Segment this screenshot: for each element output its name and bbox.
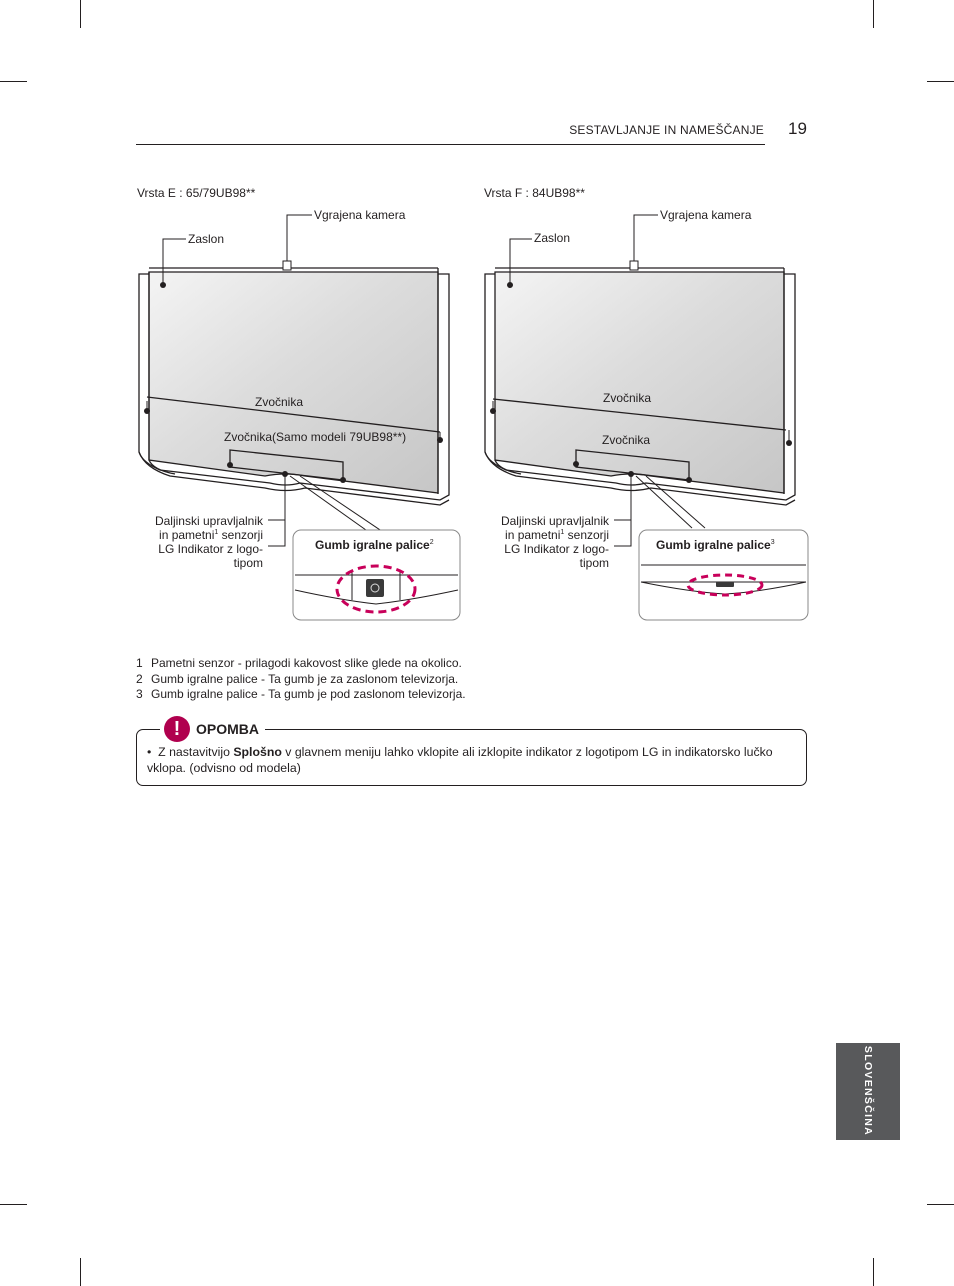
joystick-label: Gumb igralne palice$^3$ <box>656 538 775 552</box>
note-title: OPOMBA <box>196 721 259 737</box>
section-title: SESTAVLJANJE IN NAMEŠČANJE <box>569 123 764 137</box>
language-tab-label: SLOVENŠČINA <box>862 1045 874 1137</box>
screen-label: Zaslon <box>534 231 571 245</box>
joystick-label: Gumb igralne palice$^2$ <box>315 538 434 552</box>
crop-mark <box>0 1204 27 1205</box>
camera-label: Vgrajena kamera <box>314 208 406 222</box>
crop-mark <box>927 1204 954 1205</box>
footnote: 3 Gumb igralne palice - Ta gumb je pod zaslonom televizorja. <box>136 687 466 701</box>
sensor-label: Daljinski upravljalnik in pametni$^1$ senzorji LG Indikator z logo- tipom <box>500 514 609 570</box>
type-e-label: Vrsta E : 65/79UB98** <box>137 186 256 200</box>
bullet: • <box>147 745 152 759</box>
camera-icon <box>630 261 638 270</box>
footnote: 2 Gumb igralne palice - Ta gumb je za zaslonom televizorja. <box>136 672 459 686</box>
camera-label: Vgrajena kamera <box>660 208 752 222</box>
speaker2-label: Zvočnika(Samo modeli 79UB98**) <box>224 430 407 444</box>
type-f-label: Vrsta F : 84UB98** <box>484 186 585 200</box>
page-number: 19 <box>788 119 807 138</box>
crop-mark <box>80 1258 81 1286</box>
note-text: • Z nastavitvijo Splošno v glavnem meniju lahko vklopite ali izklopite indikator z logotipom LG in indikatorsko lučko vklopa. (odvisno od modela) <box>147 745 773 775</box>
joystick-button-icon <box>716 582 734 587</box>
screen-label: Zaslon <box>188 232 225 246</box>
crop-mark <box>873 1258 874 1286</box>
footnote: 1 Pametni senzor - prilagodi kakovost slike glede na okolico. <box>136 656 462 670</box>
speaker2-label: Zvočnika <box>602 433 651 447</box>
exclamation-icon: ! <box>164 716 190 742</box>
speaker-label: Zvočnika <box>255 395 304 409</box>
sensor-label: Daljinski upravljalnik in pametni$^1$ senzorji LG Indikator z logo- tipom <box>154 514 263 570</box>
note-header <box>160 714 265 744</box>
speaker-label: Zvočnika <box>603 391 652 405</box>
